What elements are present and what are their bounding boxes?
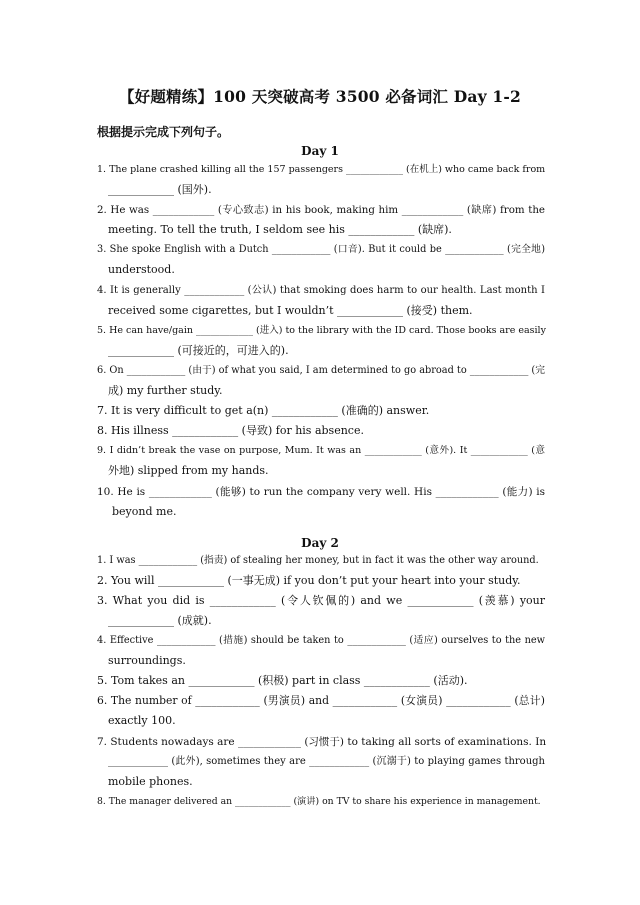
instruction: 根据提示完成下列句子。 xyxy=(97,125,230,139)
day1-q10-line2: beyond me. xyxy=(112,505,177,518)
day2-q4-line2: surroundings. xyxy=(108,654,186,667)
day2-q8: 8. The manager delivered an ____________ (演讲) on TV to share his experience in management. xyxy=(97,796,541,807)
day2-q3-line1: 3. What you did is ____________ (令人钦佩的) and we ____________ (羡慕) your xyxy=(97,594,545,607)
day1-q2-line1: 2. He was ____________ (专心致志) in his book, making him ____________ (缺席) from the xyxy=(97,204,545,216)
day2-q3-line2: ____________ (成就). xyxy=(108,614,212,627)
day2-q6-line2: exactly 100. xyxy=(108,714,176,727)
day2-q7-line2: ____________ (此外), sometimes they are ____________ (沉溺于) to playing games through xyxy=(108,756,545,767)
day1-q1-line2: ____________ (国外). xyxy=(108,183,212,196)
day1-q7: 7. It is very difficult to get a(n) ____________ (准确的) answer. xyxy=(97,404,430,417)
day2-q5: 5. Tom takes an ____________ (积极) part in class ____________ (活动). xyxy=(97,674,468,687)
day2-q6-line1: 6. The number of ____________ (男演员) and ____________ (女演员) ____________ (总计) xyxy=(97,694,545,707)
day1-q9-line2: 外地) slipped from my hands. xyxy=(108,464,269,477)
day1-q9-line1: 9. I didn’t break the vase on purpose, Mum. It was an ____________ (意外). It ____________ (意 xyxy=(97,445,545,456)
day1-q5-line2: ____________ (可接近的，可进入的). xyxy=(108,344,289,357)
day2-q7-line1: 7. Students nowadays are ____________ (习惯于) to taking all sorts of examinations. In xyxy=(97,736,547,748)
day2-q1: 1. I was ____________ (指责) of stealing her money, but in fact it was the other way around. xyxy=(97,555,539,566)
day1-q3-line2: understood. xyxy=(108,263,175,276)
day1-q3-line1: 3. She spoke English with a Dutch ____________ (口音). But it could be ____________ (完全地) xyxy=(97,244,545,255)
day1-q10-line1: 10. He is ____________ (能够) to run the company very well. His ____________ (能力) is xyxy=(97,486,545,498)
day2-heading: Day 2 xyxy=(301,536,339,550)
day1-q6-line1: 6. On ____________ (由于) of what you said, I am determined to go abroad to ____________ (完 xyxy=(97,365,545,376)
day1-q2-line2: meeting. To tell the truth, I seldom see his ____________ (缺席). xyxy=(108,223,452,236)
day1-q5-line1: 5. He can have/gain ____________ (进入) to the library with the ID card. Those books are easily xyxy=(97,325,546,336)
day1-q6-line2: 成) my further study. xyxy=(108,384,223,397)
day2-q2: 2. You will ____________ (一事无成) if you don’t put your heart into your study. xyxy=(97,574,521,587)
day1-q8: 8. His illness ____________ (导致) for his absence. xyxy=(97,424,364,437)
page-title: 【好题精练】100 天突破高考 3500 必备词汇 Day 1-2 xyxy=(118,87,522,106)
day1-heading: Day 1 xyxy=(301,144,339,158)
day1-q1-line1: 1. The plane crashed killing all the 157 passengers ____________ (在机上) who came back from xyxy=(97,164,546,175)
day1-q4-line1: 4. It is generally ____________ (公认) that smoking does harm to our health. Last month I xyxy=(97,285,545,296)
day2-q7-line3: mobile phones. xyxy=(108,775,193,788)
day1-q4-line2: received some cigarettes, but I wouldn’t ____________ (接受) them. xyxy=(108,304,473,317)
day2-q4-line1: 4. Effective ____________ (措施) should be taken to ____________ (适应) ourselves to the new xyxy=(97,635,545,646)
